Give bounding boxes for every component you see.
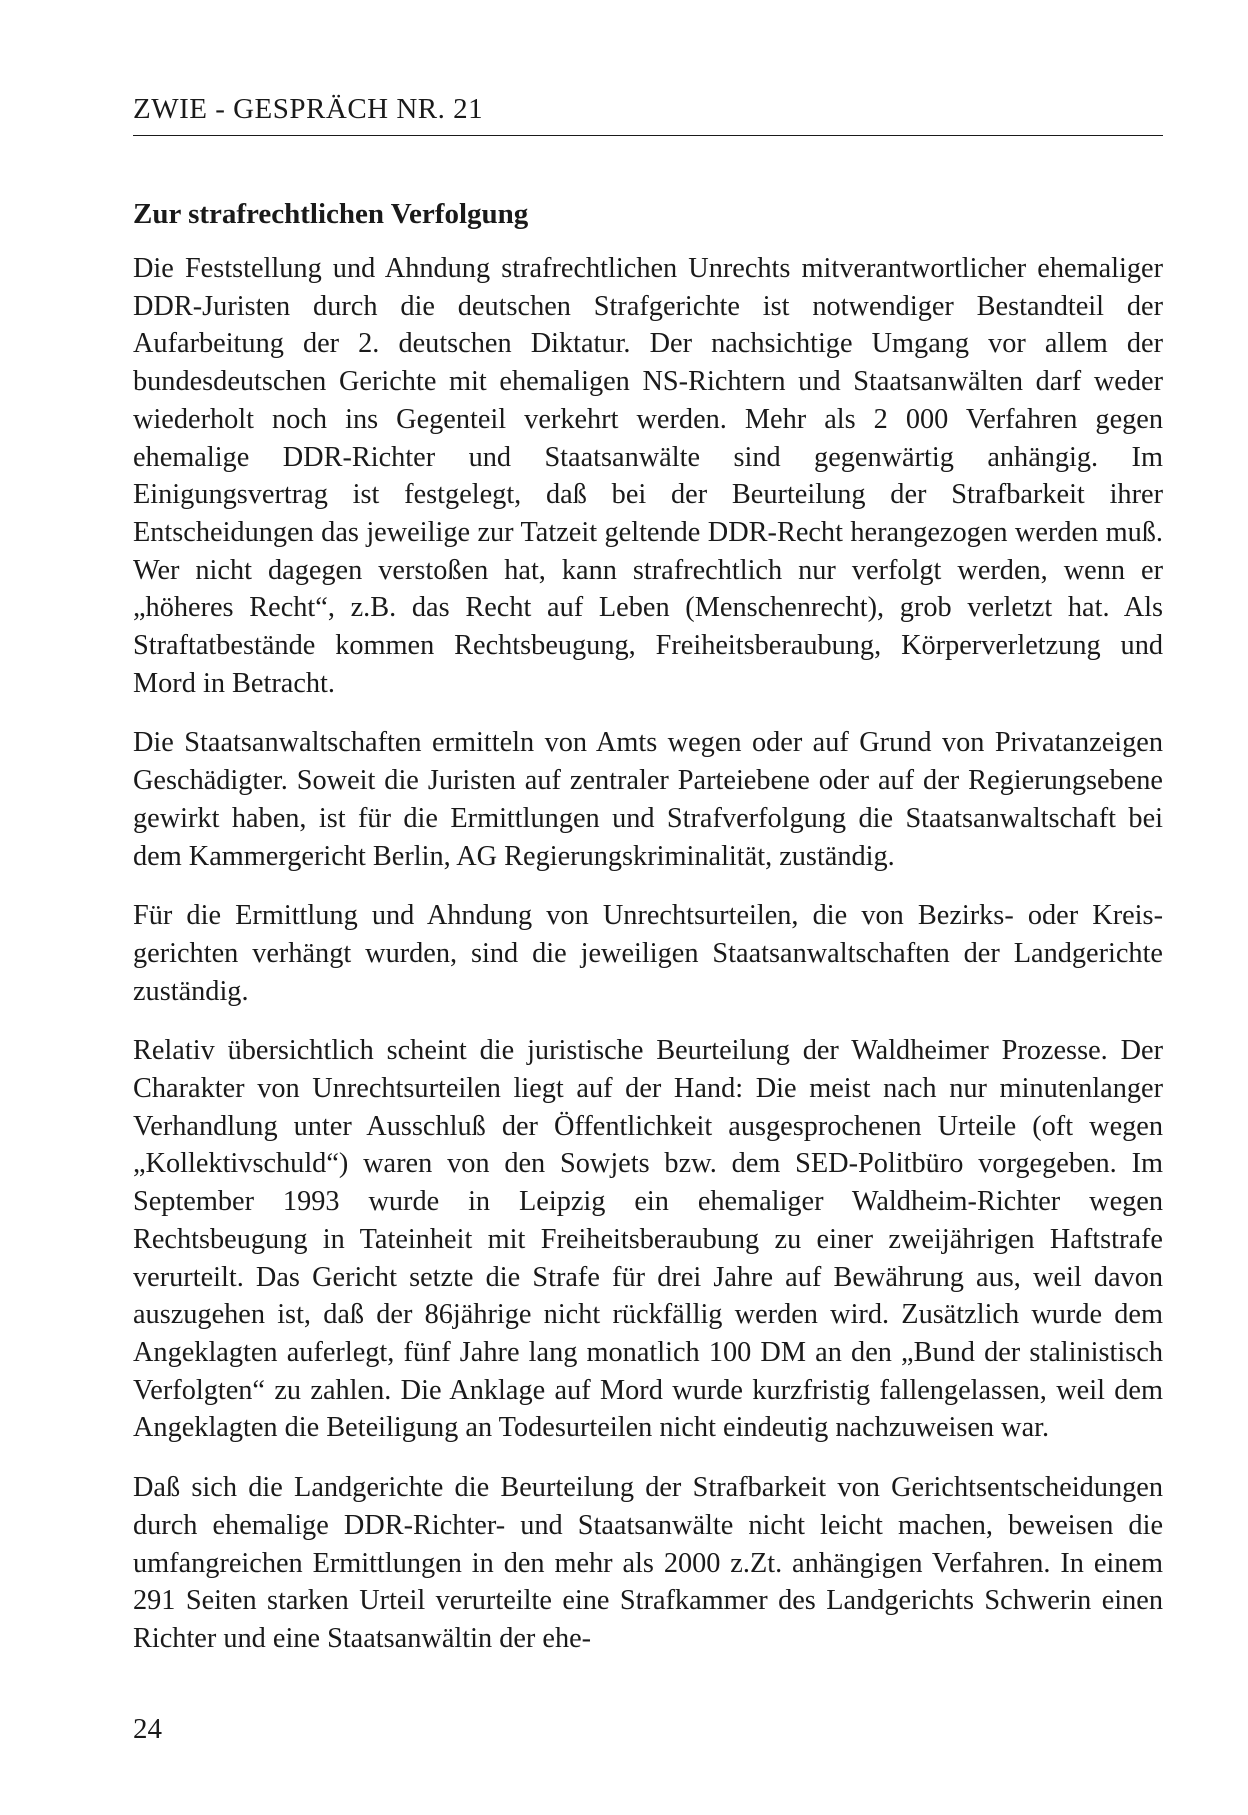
main-text <box>133 196 1163 1680</box>
paragraph-3: Für die Ermittlung und Ahndung von Unrechtsurteilen, die von Bezirks- oder Kreisgerichten verhängt wurden, sind die jeweiligen Staatsanwaltschaften der Landgerichte zuständig. <box>133 900 1163 1007</box>
paragraph-1: Die Feststellung und Ahndung strafrechtlichen Unrechts mitverantwortlicher ehemaliger DDR-Juristen durch die deutschen Strafgerichte ist notwendiger Bestandteil der Aufarbeitung der 2. deutschen Diktatur. Der nachsichtige Umgang vor allem der bundesdeutschen Gerichte mit ehemaligen NS-Richtern und Staatsanwälten darf weder wiederholt noch ins Gegenteil verkehrt werden. Mehr als 2 000 Verfahren gegen ehemalige DDR-Richter und Staatsanwälte sind gegenwärtig anhängig. Im Einigungsvertrag ist festgelegt, daß bei der Beurteilung der Strafbarkeit ihrer Entscheidungen das jeweilige zur Tatzeit geltende DDR-Recht herangezogen werden muß. Wer nicht dagegen verstoßen hat, kann strafrechtlich nur verfolgt werden, wenn er „höheres Recht“, z.B. das Recht auf Leben (Menschenrecht), grob verletzt hat. Als Straftatbestände kommen Rechtsbeugung, Freiheitsberaubung, Körperverletzung und Mord in Betracht. <box>133 253 1163 699</box>
header-rule <box>133 135 1163 136</box>
paragraph-4: Relativ übersichtlich scheint die juristische Beurteilung der Waldheimer Prozesse. Der Charakter von Unrechtsurteilen liegt auf der Hand: Die meist nach nur minutenlanger Verhandlung unter Ausschluß der Öffentlichkeit ausgesprochenen Urteile (oft wegen „Kollektivschuld“) waren von den Sowjets bzw. dem SED-Politbüro vorgegeben. Im September 1993 wurde in Leipzig ein ehemaliger Waldheim-Richter wegen Rechtsbeugung in Tateinheit mit Freiheitsberaubung zu einer zweijährigen Haftstrafe verurteilt. Das Gericht setzte die Strafe für drei Jahre auf Bewährung aus, weil davon auszugehen ist, daß der 86jährige nicht rückfällig werden wird. Zusätzlich wurde dem Angeklagten auferlegt, fünf Jahre lang monatlich 100 DM an den „Bund der stalinistisch Verfolgten“ zu zahlen. Die Anklage auf Mord wurde kurzfristig fallengelassen, weil dem Angeklagten die Beteiligung an Todesurteilen nicht eindeutig nachzuweisen war. <box>133 1035 1163 1444</box>
section-heading: Zur strafrechtlichen Verfolgung <box>133 198 529 230</box>
paragraph-5: Daß sich die Landgerichte die Beurteilung der Strafbarkeit von Gerichtsentscheidungen durch ehemalige DDR-Richter- und Staatsanwälte nicht leicht machen, beweisen die umfangreichen Ermittlungen in den mehr als 2000 z.Zt. anhängigen Verfahren. In einem 291 Seiten starken Urteil verurteilte eine Strafkammer des Landgerichts Schwerin einen Richter und eine Staatsanwältin der ehe- <box>133 1472 1163 1654</box>
paragraph-2: Die Staatsanwaltschaften ermitteln von Amts wegen oder auf Grund von Privatanzeigen Geschädigter. Soweit die Juristen auf zentraler Parteiebene oder auf der Regierungsebene gewirkt haben, ist für die Ermittlungen und Strafverfolgung die Staatsanwaltschaft bei dem Kammergericht Berlin, AG Regierungskriminalität, zuständig. <box>133 727 1163 872</box>
page-number: 24 <box>133 1713 162 1745</box>
running-head: ZWIE - GESPRÄCH NR. 21 <box>133 93 484 125</box>
